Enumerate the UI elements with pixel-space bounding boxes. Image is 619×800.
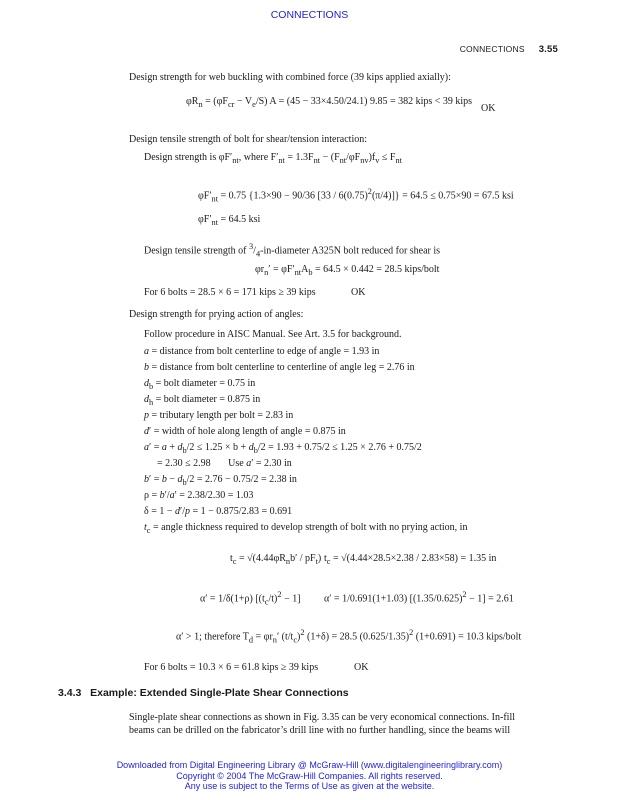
definition-dh: $d_h$ = bolt diameter = 0.875 in <box>144 394 261 407</box>
definition-tc: $t_c$ = angle thickness required to develop strength of bolt with no prying action, in <box>144 522 468 535</box>
design-strength-is: Design strength is $\varphi F'_{nt}$, where $F'_{nt} = 1.3F_{nt} - (F_{nt}/\varphi F_{nv})f_v \le F_{nt}$ <box>144 152 402 165</box>
definition-b: b = distance from bolt centerline to centerline of angle leg = 2.76 in <box>144 362 415 373</box>
definition-delta: δ = 1 − d′/p = 1 − 0.875/2.83 = 0.691 <box>144 506 293 517</box>
fnt-equation: $\varphi F'_{nt} = 0.75$ {1.3×90 − 90/36 $[33 / 6(0.75)^2(\pi/4)]\} = 64.5 \le 0.75\times 90 = 67.5$ ksi <box>198 187 514 204</box>
definition-aprime: $a' = a + d_b/2 \le 1.25 \times b + d_b/2 = 1.93 + 0.75/2 \le 1.25 \times 2.76 + 0.75/2$ <box>144 442 422 455</box>
definition-dprime: d′ = width of hole along length of angle = 0.875 in <box>144 426 346 437</box>
paragraph-line-2: beams can be drilled on the fabricator’s drill line with no further handling, since the beams will <box>129 725 511 736</box>
web-buckling-intro: Design strength for web buckling with combined force (39 kips applied axially): <box>129 72 451 83</box>
definition-aprime-result: = 2.30 ≤ 2.98 Use a′ = 2.30 in <box>157 458 292 469</box>
six-bolts-prying-ok: OK <box>354 662 369 673</box>
tc-formula: $t_c = √(4.44\varphi R_nb' / pF_t)$ <box>230 553 322 566</box>
top-link-connections[interactable]: CONNECTIONS <box>270 9 349 21</box>
definition-bprime: $b' = b - d_b/2 = 2.76 - 0.75/2 = 2.38$ in <box>144 474 297 487</box>
follow-procedure: Follow procedure in AISC Manual. See Art. 3.5 for background. <box>144 329 402 340</box>
page-number: 3.55 <box>538 44 558 55</box>
definition-p: p = tributary length per bolt = 2.83 in <box>144 410 294 421</box>
footer-terms-link[interactable]: Any use is subject to the Terms of Use as given at the website. <box>184 781 435 791</box>
section-heading <box>58 687 349 699</box>
running-head <box>460 44 558 55</box>
alpha-computation: α′ = 1/0.691(1+1.03) $[(1.35/0.625)^2 - 1] = 2.61$ <box>324 590 514 605</box>
section-title: Example: Extended Single-Plate Shear Connections <box>90 687 349 699</box>
tc-computation: $t_c = √(4.44\times 28.5\times 2.38 / 2.83\times 58) = 1.35$ in <box>324 553 497 566</box>
paragraph-line-1: Single-plate shear connections as shown in Fig. 3.35 can be very economical connections. In-fill <box>129 712 516 723</box>
definition-db: $d_b$ = bolt diameter = 0.75 in <box>144 378 256 391</box>
footer-download-link[interactable]: Downloaded from Digital Engineering Library @ McGraw-Hill (www.digitalengineeringlibrary.com) <box>116 760 503 770</box>
footer-copyright: Copyright © 2004 The McGraw-Hill Companies. All rights reserved. <box>176 771 443 781</box>
fnt-result: $\varphi F'_{nt} = 64.5$ ksi <box>198 214 261 227</box>
six-bolts-prying: For 6 bolts = 10.3 × 6 = 61.8 kips ≥ 39 kips <box>144 662 319 673</box>
web-buckling-equation: $\varphi R_n = (\varphi F_{cr} - V_e/S) A = (45 - 33\times 4.50/24.1) 9.85 = 382$ kips < 39 kips <box>186 96 473 109</box>
section-number: 3.4.3 <box>58 687 82 699</box>
bolt-reduced-intro: Design tensile strength of $^3/_4-in$-diameter A325N bolt reduced for shear is <box>144 242 441 259</box>
definition-a: a = distance from bolt centerline to edge of angle = 1.93 in <box>144 346 380 357</box>
prying-intro: Design strength for prying action of angles: <box>129 309 304 320</box>
six-bolts-tension: For 6 bolts = 28.5 × 6 = 171 kips ≥ 39 kips <box>144 287 316 298</box>
definition-rho: ρ = b′/a′ = 2.38/2.30 = 1.03 <box>144 490 254 501</box>
six-bolts-tension-ok: OK <box>351 287 366 298</box>
running-head-title: CONNECTIONS <box>459 44 525 54</box>
td-equation: α′ > 1; therefore $T_d = \varphi r_n'$ $(t/t_c)^2$ (1+δ) = 28.5 $(0.625/1.35)^2$ (1+0.691) = 10.3 kips/bolt <box>176 628 522 645</box>
web-buckling-ok: OK <box>481 103 496 114</box>
bolt-reduced-equation: $\varphi r_n' = \varphi F'_{nt}A_b = 64.5 \times 0.442 = 28.5$ kips/bolt <box>255 264 440 277</box>
alpha-formula: α′ = 1/δ(1+ρ) $[(t_c/t)^2 - 1]$ <box>200 590 301 607</box>
tensile-intro: Design tensile strength of bolt for shear/tension interaction: <box>129 134 367 145</box>
